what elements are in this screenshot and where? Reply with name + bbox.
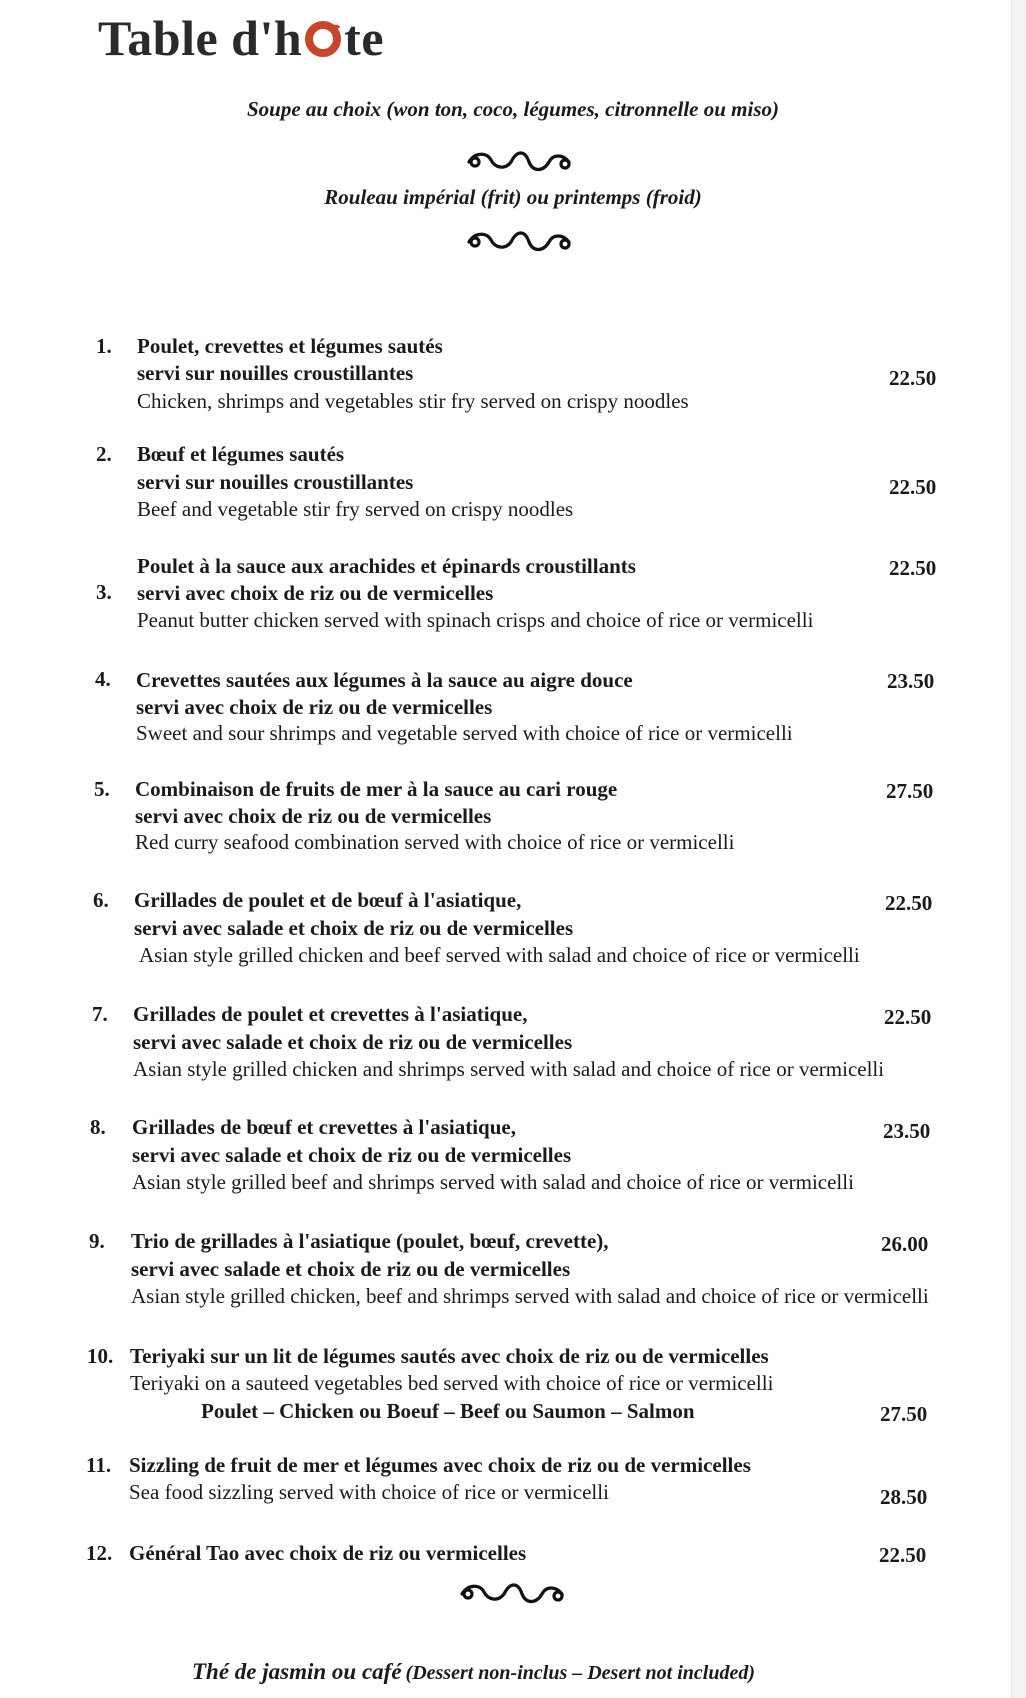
item-english-desc: Asian style grilled chicken and shrimps served with salad and choice of rice or vermicelli [133,1057,885,1081]
item-french-detail: servi avec salade et choix de riz ou de vermicelles [133,1030,573,1054]
item-price: 26.00 [881,1232,929,1256]
item-french-detail: servi avec choix de riz ou de vermicelles [135,804,492,828]
item-french-name: Teriyaki sur un lit de légumes sautés avec choix de riz ou de vermicelles [130,1344,769,1368]
item-number: 7. [92,1002,108,1026]
item-number: 10. [87,1344,114,1368]
item-number: 8. [90,1115,106,1139]
item-number: 1. [96,334,112,358]
footer-drinks [192,1658,755,1689]
item-french-detail: servi sur nouilles croustillantes [137,470,414,494]
roll-choice: Rouleau impérial (frit) ou printemps (froid) [324,185,702,209]
page-edge [1011,0,1026,1698]
item-english-desc: Sweet and sour shrimps and vegetable served with choice of rice or vermicelli [136,721,793,745]
item-french-name: Grillades de bœuf et crevettes à l'asiatique, [132,1115,516,1139]
item-french-name: Combinaison de fruits de mer à la sauce au cari rouge [135,777,618,801]
item-number: 11. [86,1453,112,1477]
item-french-name: Sizzling de fruit de mer et légumes avec choix de riz ou de vermicelles [129,1453,751,1477]
item-price: 22.50 [884,1005,932,1029]
item-english-desc: Beef and vegetable stir fry served on crispy noodles [137,497,574,521]
item-number: 3. [96,580,112,604]
item-french-detail: servi avec salade et choix de riz ou de vermicelles [132,1143,572,1167]
item-number: 4. [95,667,111,691]
item-price: 22.50 [879,1543,927,1567]
item-price: 27.50 [880,1402,928,1426]
item-number: 6. [93,888,109,912]
soup-choice: Soupe au choix (won ton, coco, légumes, citronnelle ou miso) [246,97,780,121]
item-french-name: Bœuf et légumes sautés [137,442,345,466]
item-french-detail: servi avec salade et choix de riz ou de vermicelles [131,1257,571,1281]
item-french-detail: servi avec salade et choix de riz ou de vermicelles [134,916,574,940]
item-french-name: Poulet, crevettes et légumes sautés [137,334,443,358]
item-french-detail: servi sur nouilles croustillantes [137,361,414,385]
footer-drink-choice: Thé de jasmin ou café [192,1659,402,1684]
item-english-desc: Teriyaki on a sauteed vegetables bed served with choice of rice or vermicelli [130,1371,774,1395]
flourish-divider-icon [465,228,575,256]
item-number: 2. [96,442,112,466]
item-number: 9. [89,1229,105,1253]
footer-dessert-note: (Dessert non-inclus – Desert not included) [405,1662,756,1684]
item-price: 28.50 [880,1485,928,1509]
flourish-divider-icon [458,1580,568,1608]
menu-title [98,8,384,68]
item-french-name: Grillades de poulet et de bœuf à l'asiatique, [134,888,522,912]
flourish-divider-icon [465,148,575,176]
item-english-desc: Asian style grilled chicken and beef served with salad and choice of rice or vermicelli [139,943,860,967]
item-english-desc: Sea food sizzling served with choice of rice or vermicelli [129,1480,609,1504]
item-number: 5. [94,777,110,801]
red-ring-o-icon [303,19,343,59]
item-french-name: Général Tao avec choix de riz ou vermicelles [129,1541,527,1565]
item-number: 12. [86,1541,113,1565]
item-price: 22.50 [885,891,933,915]
item-english-desc: Asian style grilled chicken, beef and shrimps served with salad and choice of rice or vermicelli [131,1284,929,1308]
item-english-desc: Chicken, shrimps and vegetables stir fry served on crispy noodles [137,389,689,413]
item-price: 22.50 [889,366,937,390]
item-english-desc: Asian style grilled beef and shrimps served with salad and choice of rice or vermicelli [132,1170,854,1194]
item-french-detail: servi avec choix de riz ou de vermicelles [137,581,494,605]
item-french-detail: servi avec choix de riz ou de vermicelles [136,695,493,719]
title-text-end: te [344,10,385,66]
title-text-start: Table d'h [98,10,303,66]
item-price: 22.50 [889,556,937,580]
item-english-desc: Peanut butter chicken served with spinach crisps and choice of rice or vermicelli [137,608,814,632]
item-french-name: Grillades de poulet et crevettes à l'asiatique, [133,1002,528,1026]
item-english-desc: Red curry seafood combination served with choice of rice or vermicelli [135,830,735,854]
item-price: 22.50 [889,475,937,499]
item-french-name: Crevettes sautées aux légumes à la sauce au aigre douce [136,668,633,692]
item-price: 23.50 [883,1119,931,1143]
item-price: 27.50 [886,779,934,803]
item-protein-options: Poulet – Chicken ou Boeuf – Beef ou Saumon – Salmon [201,1399,695,1423]
item-price: 23.50 [887,669,935,693]
item-french-name: Poulet à la sauce aux arachides et épinards croustillants [137,554,636,578]
item-french-name: Trio de grillades à l'asiatique (poulet, bœuf, crevette), [131,1229,609,1253]
